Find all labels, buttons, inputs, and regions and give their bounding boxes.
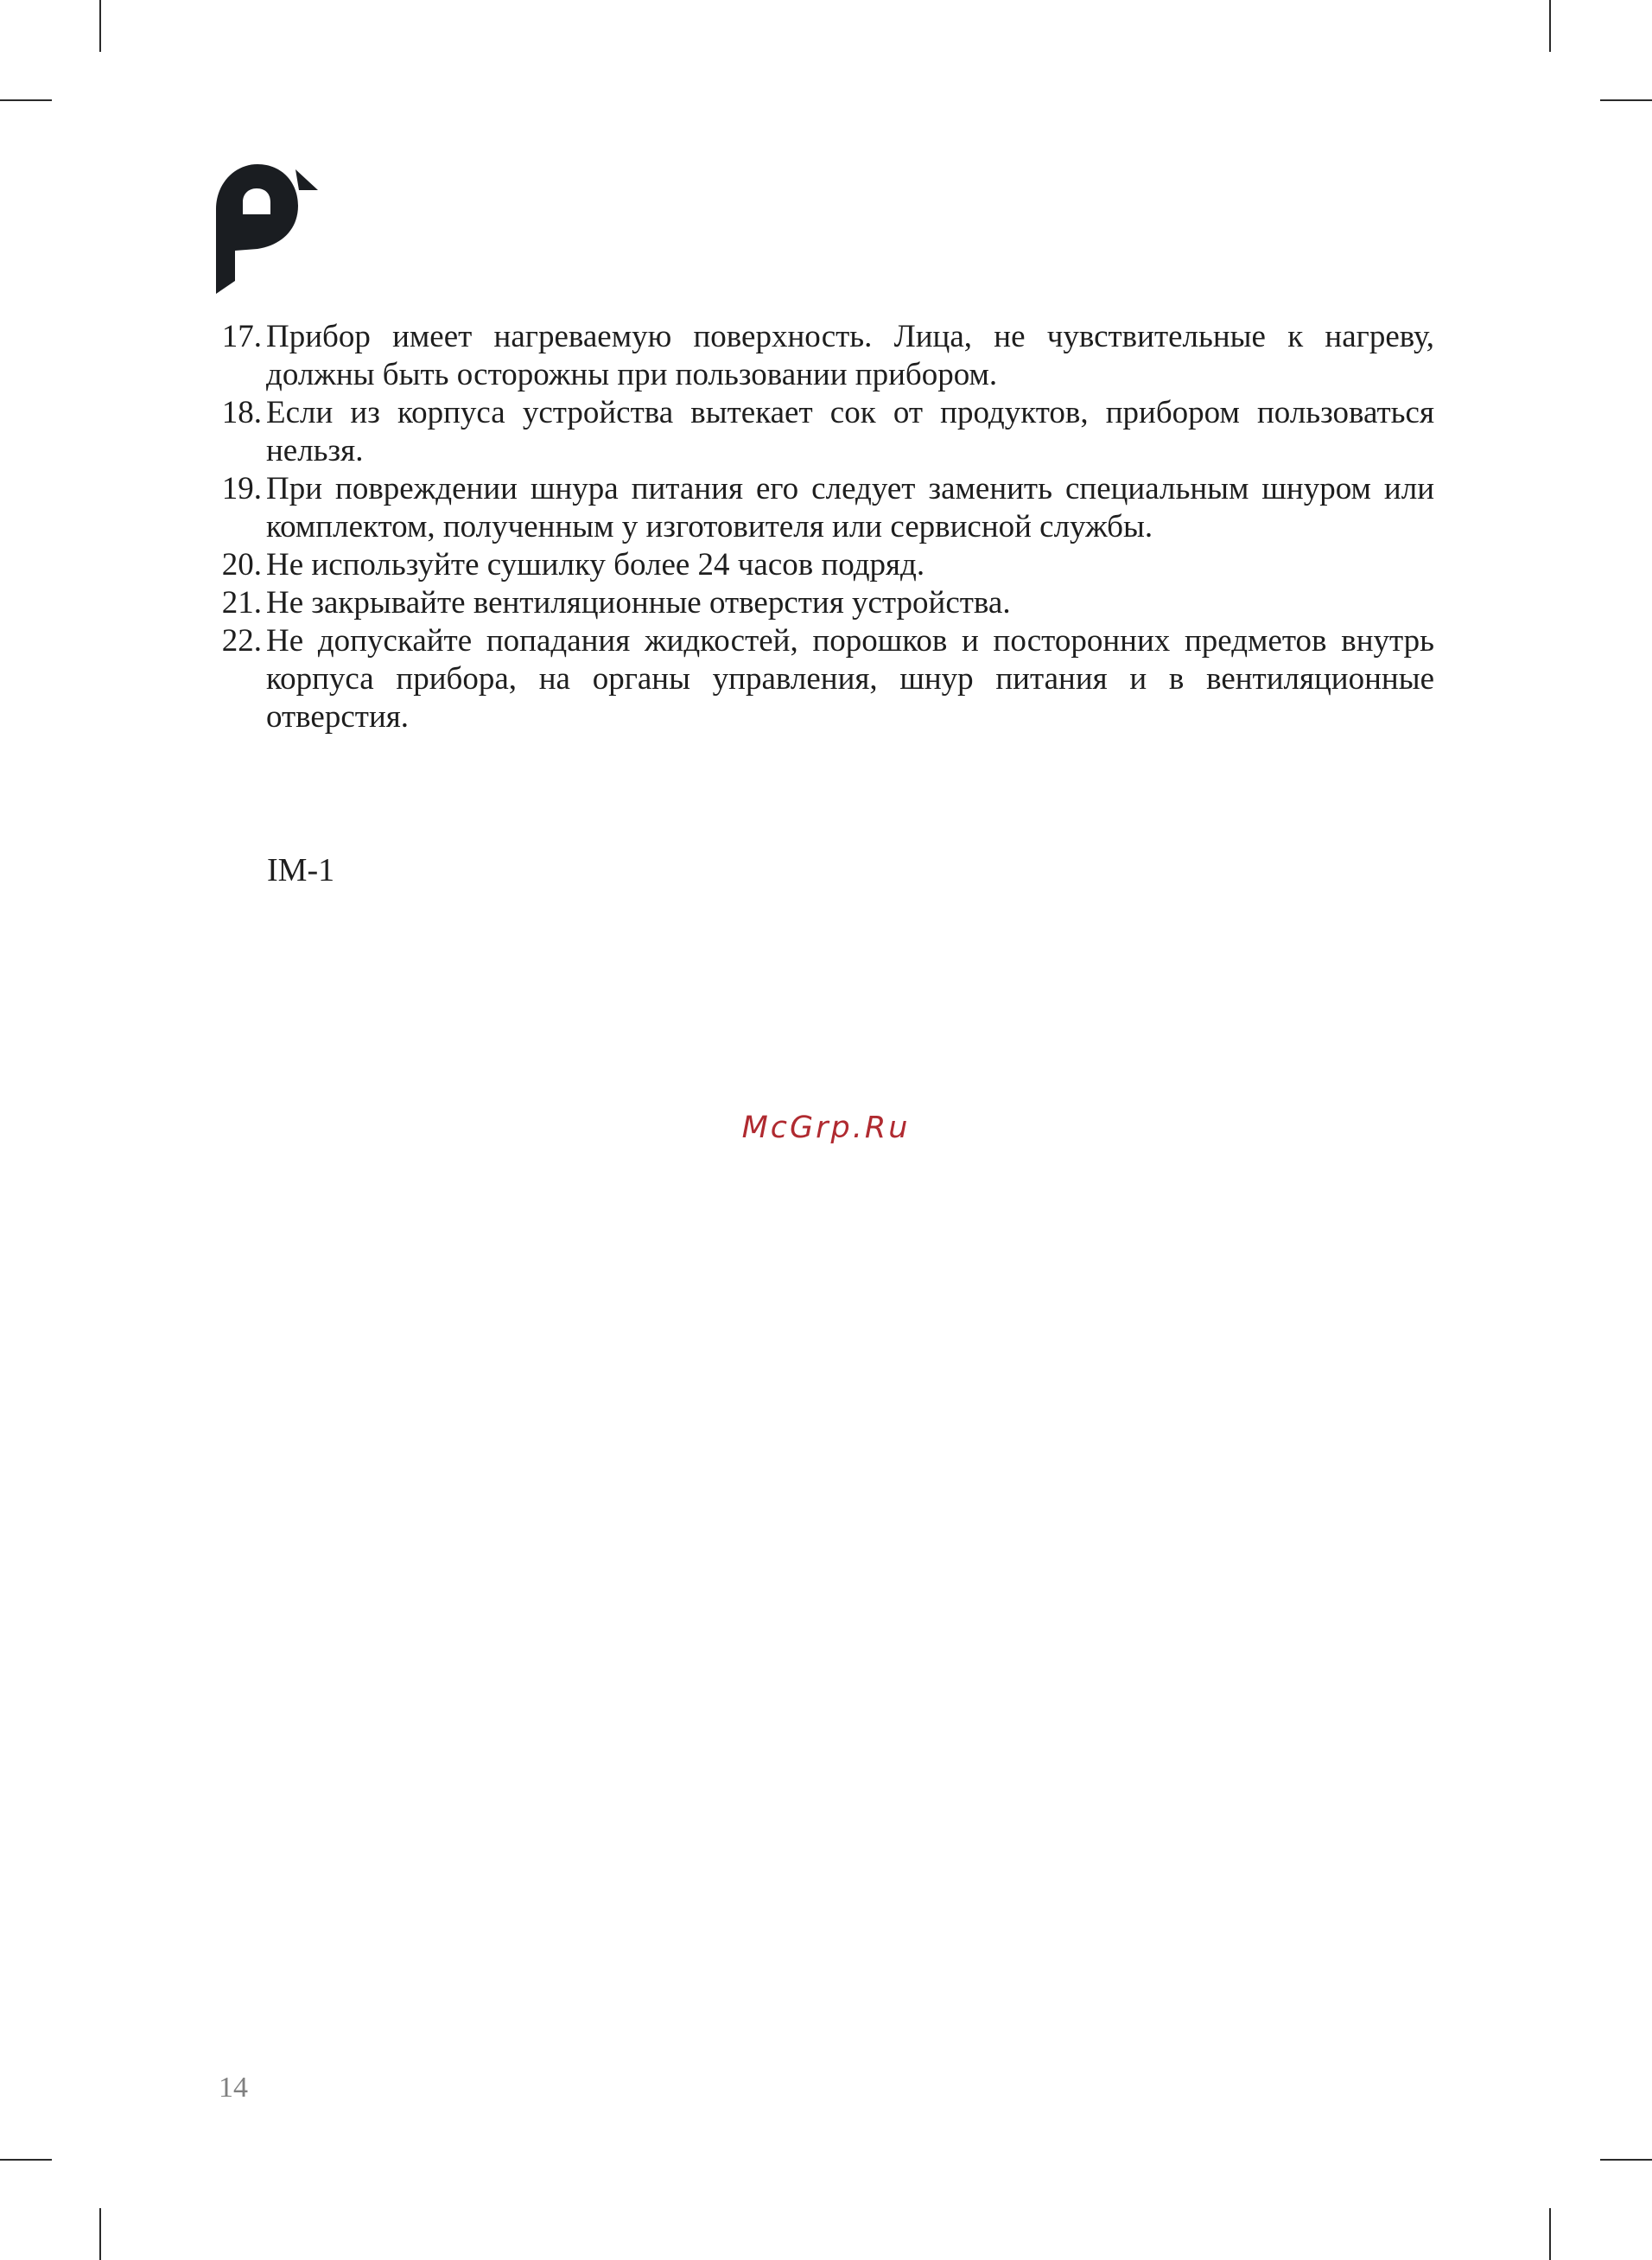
list-item (216, 584, 1434, 622)
list-item-number: 17. (221, 319, 262, 354)
list-item-number: 18. (221, 395, 262, 430)
model-code: IM-1 (267, 852, 335, 888)
list-item (216, 318, 1434, 394)
crop-mark-top-right-vertical (1549, 0, 1551, 52)
watermark-text: McGrp.Ru (741, 1111, 911, 1145)
instruction-list (216, 318, 1434, 736)
crop-mark-top-left-horizontal (0, 99, 52, 101)
list-item (216, 546, 1434, 584)
brand-p-logo-icon (216, 164, 320, 294)
list-item-number: 22. (221, 623, 262, 659)
crop-mark-top-right-horizontal (1600, 99, 1652, 101)
brand-logo (216, 164, 320, 294)
list-item-text: Не используйте сушилку более 24 часов подряд. (266, 547, 925, 583)
crop-mark-bottom-left-horizontal (0, 2159, 52, 2161)
list-item-number: 21. (221, 585, 262, 621)
list-item-text: Не закрывайте вентиляционные отверстия устройства. (266, 585, 1011, 621)
crop-mark-bottom-left-vertical (99, 2208, 101, 2260)
crop-mark-bottom-right-vertical (1549, 2208, 1551, 2260)
list-item-text: Не допускайте попадания жидкостей, порошков и посторонних предметов внутрь корпуса прибора, на органы управления, шнур питания и в вентиляционные отверстия. (266, 623, 1434, 735)
list-item (216, 394, 1434, 470)
list-item (216, 622, 1434, 736)
list-item-text: Если из корпуса устройства вытекает сок от продуктов, прибором пользоваться нельзя. (266, 395, 1434, 468)
list-item-text: Прибор имеет нагреваемую поверхность. Лица, не чувствительные к нагреву, должны быть осторожны при пользовании прибором. (266, 319, 1434, 392)
list-item (216, 470, 1434, 546)
crop-mark-bottom-right-horizontal (1600, 2159, 1652, 2161)
crop-mark-top-left-vertical (99, 0, 101, 52)
list-item-number: 19. (221, 471, 262, 506)
page-number: 14 (219, 2072, 248, 2104)
list-item-number: 20. (221, 547, 262, 583)
list-item-text: При повреждении шнура питания его следует заменить специальным шнуром или комплектом, полученным у изготовителя или сервисной службы. (266, 471, 1434, 544)
